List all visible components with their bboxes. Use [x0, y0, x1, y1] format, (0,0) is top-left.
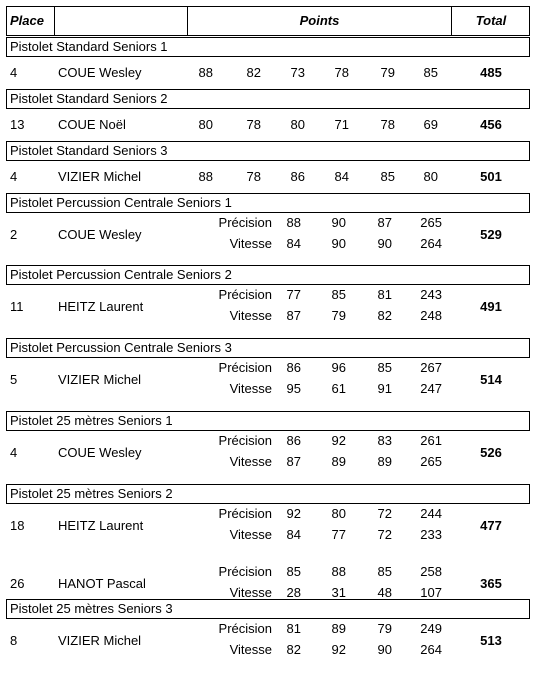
section-title: Pistolet 25 mètres Seniors 1 — [10, 413, 173, 428]
series-score: 90 — [331, 236, 346, 251]
row-label: Vitesse — [229, 454, 272, 469]
place-value: 4 — [10, 169, 18, 184]
total-score: 365 — [480, 576, 502, 591]
shooter-name: HEITZ Laurent — [58, 299, 144, 314]
series-score: 71 — [334, 117, 349, 132]
series-score: 87 — [286, 454, 301, 469]
series-score: 95 — [286, 381, 301, 396]
series-score: 85 — [380, 169, 395, 184]
series-score: 92 — [331, 642, 346, 657]
series-score: 72 — [377, 506, 392, 521]
series-score: 85 — [331, 287, 346, 302]
shooter-name: HANOT Pascal — [58, 576, 146, 591]
row-label: Vitesse — [229, 381, 272, 396]
series-score: 247 — [420, 381, 442, 396]
place-value: 2 — [10, 227, 18, 242]
place-value: 26 — [10, 576, 25, 591]
series-score: 61 — [331, 381, 346, 396]
series-score: 248 — [420, 308, 442, 323]
series-score: 89 — [331, 454, 346, 469]
series-score: 89 — [331, 621, 346, 636]
series-score: 82 — [377, 308, 392, 323]
section-title: Pistolet Percussion Centrale Seniors 1 — [10, 195, 232, 210]
series-score: 88 — [198, 65, 213, 80]
series-score: 86 — [290, 169, 305, 184]
shooter-name: VIZIER Michel — [58, 633, 142, 648]
shooter-name: HEITZ Laurent — [58, 518, 144, 533]
series-score: 85 — [286, 564, 301, 579]
series-score: 31 — [331, 585, 346, 600]
series-score: 265 — [420, 215, 442, 230]
series-score: 107 — [420, 585, 442, 600]
series-score: 80 — [198, 117, 213, 132]
section-title: Pistolet Standard Seniors 3 — [10, 143, 168, 158]
section-title: Pistolet Standard Seniors 1 — [10, 39, 168, 54]
row-label: Vitesse — [229, 642, 272, 657]
series-score: 82 — [246, 65, 261, 80]
shooter-name: VIZIER Michel — [58, 169, 142, 184]
shooter-name: COUE Noël — [58, 117, 126, 132]
series-score: 79 — [380, 65, 395, 80]
series-score: 88 — [198, 169, 213, 184]
total-score: 456 — [480, 117, 502, 132]
header-divider-place — [54, 6, 55, 36]
header-points: Points — [299, 13, 340, 28]
place-value: 11 — [10, 299, 24, 314]
series-score: 87 — [286, 308, 301, 323]
place-value: 18 — [10, 518, 25, 533]
row-label: Vitesse — [229, 527, 272, 542]
row-label: Précision — [218, 360, 272, 375]
series-score: 84 — [334, 169, 349, 184]
series-score: 92 — [286, 506, 301, 521]
series-score: 86 — [286, 360, 301, 375]
series-score: 85 — [423, 65, 438, 80]
place-value: 4 — [10, 445, 18, 460]
series-score: 92 — [331, 433, 346, 448]
series-score: 84 — [286, 236, 301, 251]
series-score: 90 — [377, 642, 392, 657]
series-score: 85 — [377, 564, 392, 579]
total-score: 491 — [480, 299, 502, 314]
shooter-name: COUE Wesley — [58, 445, 142, 460]
series-score: 88 — [286, 215, 301, 230]
row-label: Vitesse — [229, 585, 272, 600]
shooter-name: COUE Wesley — [58, 65, 142, 80]
section-title: Pistolet Percussion Centrale Seniors 2 — [10, 267, 232, 282]
total-score: 526 — [480, 445, 502, 460]
series-score: 243 — [420, 287, 442, 302]
header-place: Place — [10, 13, 44, 28]
series-score: 79 — [377, 621, 392, 636]
section-title: Pistolet 25 mètres Seniors 2 — [10, 486, 173, 501]
series-score: 78 — [380, 117, 395, 132]
place-value: 13 — [10, 117, 25, 132]
total-score: 529 — [480, 227, 502, 242]
series-score: 233 — [420, 527, 442, 542]
series-score: 78 — [246, 169, 261, 184]
series-score: 83 — [377, 433, 392, 448]
section-title: Pistolet Percussion Centrale Seniors 3 — [10, 340, 232, 355]
series-score: 96 — [331, 360, 346, 375]
series-score: 77 — [331, 527, 346, 542]
series-score: 85 — [377, 360, 392, 375]
series-score: 91 — [377, 381, 392, 396]
series-score: 90 — [377, 236, 392, 251]
series-score: 88 — [331, 564, 346, 579]
series-score: 86 — [286, 433, 301, 448]
place-value: 8 — [10, 633, 18, 648]
series-score: 81 — [377, 287, 392, 302]
series-score: 81 — [286, 621, 301, 636]
series-score: 84 — [286, 527, 301, 542]
series-score: 90 — [331, 215, 346, 230]
section-title: Pistolet Standard Seniors 2 — [10, 91, 168, 106]
series-score: 261 — [420, 433, 442, 448]
series-score: 89 — [377, 454, 392, 469]
row-label: Précision — [218, 287, 272, 302]
shooter-name: VIZIER Michel — [58, 372, 142, 387]
shooter-name: COUE Wesley — [58, 227, 142, 242]
series-score: 264 — [420, 642, 442, 657]
series-score: 73 — [290, 65, 305, 80]
series-score: 87 — [377, 215, 392, 230]
series-score: 69 — [423, 117, 438, 132]
section-title: Pistolet 25 mètres Seniors 3 — [10, 601, 173, 616]
series-score: 80 — [331, 506, 346, 521]
row-label: Précision — [218, 506, 272, 521]
place-value: 4 — [10, 65, 18, 80]
total-score: 501 — [480, 169, 502, 184]
row-label: Précision — [218, 215, 272, 230]
series-score: 264 — [420, 236, 442, 251]
series-score: 249 — [420, 621, 442, 636]
series-score: 72 — [377, 527, 392, 542]
series-score: 77 — [286, 287, 301, 302]
row-label: Précision — [218, 621, 272, 636]
series-score: 244 — [420, 506, 442, 521]
series-score: 80 — [423, 169, 438, 184]
series-score: 78 — [246, 117, 261, 132]
series-score: 82 — [286, 642, 301, 657]
row-label: Vitesse — [229, 236, 272, 251]
series-score: 80 — [290, 117, 305, 132]
total-score: 513 — [480, 633, 502, 648]
total-score: 514 — [480, 372, 502, 387]
row-label: Précision — [218, 433, 272, 448]
series-score: 258 — [420, 564, 442, 579]
total-score: 485 — [480, 65, 502, 80]
series-score: 265 — [420, 454, 442, 469]
series-score: 48 — [377, 585, 392, 600]
total-score: 477 — [480, 518, 502, 533]
series-score: 267 — [420, 360, 442, 375]
series-score: 28 — [286, 585, 301, 600]
series-score: 79 — [331, 308, 346, 323]
row-label: Vitesse — [229, 308, 272, 323]
place-value: 5 — [10, 372, 18, 387]
header-total: Total — [475, 13, 507, 28]
row-label: Précision — [218, 564, 272, 579]
series-score: 78 — [334, 65, 349, 80]
